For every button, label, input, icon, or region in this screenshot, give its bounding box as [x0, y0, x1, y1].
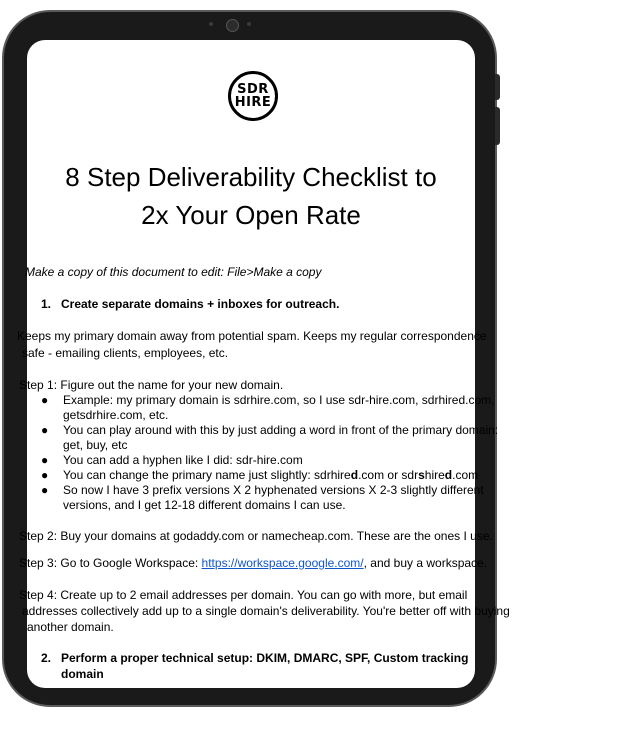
logo-line-1: SDR [237, 82, 269, 97]
bullet-text-part: .com or sdr [358, 468, 419, 482]
para-1-line-1: Keeps my primary domain away from potential spam. Keeps my regular correspondence [17, 329, 487, 343]
bullet-text-part: hire [424, 468, 445, 482]
copy-note: Make a copy of this document to edit: File>Make a copy [25, 265, 322, 279]
heading-1-number: 1. [41, 297, 52, 311]
bullet-text [63, 468, 478, 483]
bullet-icon: ● [41, 453, 49, 467]
bullet-text: Example: my primary domain is sdrhire.com, so I use sdr-hire.com, sdrhired.com, [63, 393, 495, 407]
bullet-text-bold: d [350, 468, 359, 482]
bullet-icon: ● [41, 423, 49, 437]
heading-2-line-1: Perform a proper technical setup: DKIM, DMARC, SPF, Custom tracking [61, 651, 469, 665]
workspace-link[interactable]: https://workspace.google.com/ [201, 556, 364, 570]
bullet-icon: ● [41, 393, 49, 407]
para-1-line-2: safe - emailing clients, employees, etc. [22, 346, 229, 360]
bullet-text-part: .com [452, 468, 479, 482]
heading-2-number: 2. [41, 651, 52, 665]
volume-down-button [495, 107, 500, 145]
sensor-dot [209, 22, 213, 26]
bullet-text: You can add a hyphen like I did: sdr-hire.com [63, 453, 303, 467]
bullet-text-cont: get, buy, etc [63, 438, 128, 452]
step-4-line-1: Step 4: Create up to 2 email addresses per domain. You can go with more, but email [19, 588, 468, 602]
bullet-text-cont: getsdrhire.com, etc. [63, 408, 169, 422]
step-4-line-2: addresses collectively add up to a single domain's deliverability. You're better off with buying [22, 604, 510, 618]
step-3 [19, 556, 487, 571]
camera-icon [226, 19, 239, 32]
volume-up-button [495, 74, 500, 100]
bullet-text-part: You can change the primary name just slightly: sdrhire [63, 468, 351, 482]
step-3-text: Step 3: Go to Google Workspace: [19, 556, 202, 570]
logo-line-2: HIRE [234, 95, 272, 110]
bullet-text-bold: d [444, 468, 453, 482]
document-title [27, 158, 475, 234]
bullet-icon: ● [41, 468, 49, 482]
bullet-text-cont: versions, and I get 12-18 different domains I can use. [63, 498, 346, 512]
heading-1: Create separate domains + inboxes for outreach. [61, 297, 340, 311]
bullet-text: You can play around with this by just adding a word in front of the primary domain: [63, 423, 499, 437]
tablet-frame [2, 10, 510, 707]
sdr-hire-logo [228, 71, 278, 121]
bullet-text: So now I have 3 prefix versions X 2 hyphenated versions X 2-3 slightly different [63, 483, 484, 497]
screen [17, 40, 510, 688]
bullet-text-bold: s [418, 468, 425, 482]
heading-2-line-2: domain [61, 667, 104, 681]
sensor-dot [247, 22, 251, 26]
step-1: Step 1: Figure out the name for your new domain. [19, 378, 284, 392]
bullet-icon: ● [41, 483, 49, 497]
title-line-1: 8 Step Deliverability Checklist to [65, 162, 437, 192]
title-line-2: 2x Your Open Rate [141, 200, 361, 230]
step-2: Step 2: Buy your domains at godaddy.com or namecheap.com. These are the ones I use. [19, 529, 493, 543]
step-4-line-3: another domain. [27, 620, 114, 634]
step-3-text-end: , and buy a workspace. [363, 556, 488, 570]
